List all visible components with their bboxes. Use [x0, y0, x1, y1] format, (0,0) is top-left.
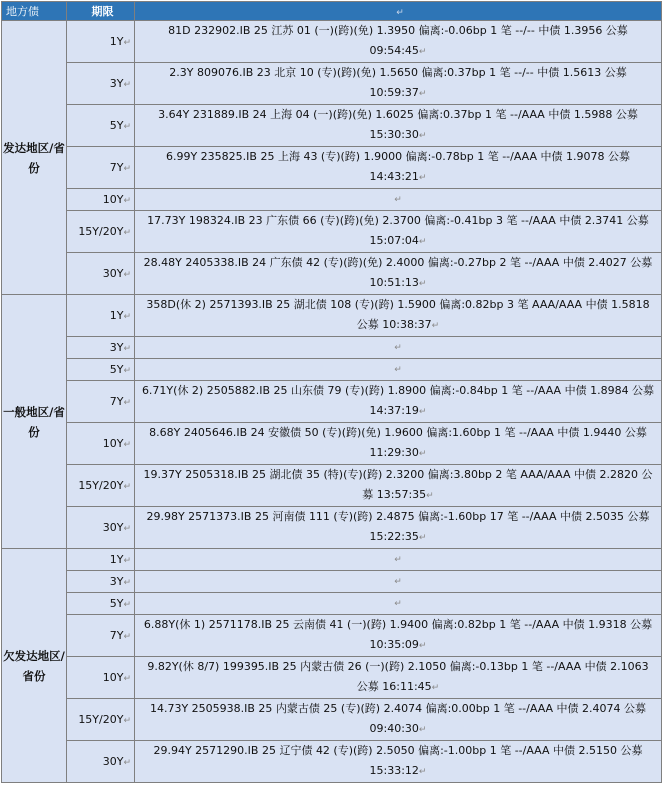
- term-label: 30Y: [102, 521, 124, 534]
- table-row: [2, 359, 662, 381]
- term-cell: [67, 253, 135, 295]
- term-cell: [67, 189, 135, 211]
- term-cell: [67, 571, 135, 593]
- deal-cell: [135, 549, 662, 571]
- paragraph-mark: ↵: [123, 398, 131, 408]
- table-row: [2, 147, 662, 189]
- deal-cell: [135, 21, 662, 63]
- bond-deal-table: [1, 1, 662, 783]
- paragraph-mark: ↵: [394, 365, 402, 375]
- paragraph-mark: ↵: [418, 725, 427, 735]
- term-label: 3Y: [109, 341, 124, 354]
- table-row: [2, 189, 662, 211]
- region-cell: 一般地区/省份: [2, 295, 67, 549]
- paragraph-mark: ↵: [418, 449, 427, 459]
- deal-cell: [135, 359, 662, 381]
- paragraph-mark: ↵: [418, 767, 427, 777]
- paragraph-mark: ↵: [426, 491, 434, 501]
- header-region: 地方债: [2, 2, 67, 21]
- paragraph-mark: ↵: [418, 279, 427, 289]
- term-label: 5Y: [109, 119, 124, 132]
- term-cell: [67, 105, 135, 147]
- deal-text: 6.88Y(休 1) 2571178.IB 25 云南债 41 (一)(跨) 1.9400 偏离:0.82bp 1 笔 --/AAA 中债 1.9318 公募 10:35:09: [143, 618, 653, 651]
- deal-text: 358D(休 2) 2571393.IB 25 湖北债 108 (专)(跨) 1.5900 偏离:0.82bp 3 笔 AAA/AAA 中债 1.5818 公募 10:38:37: [146, 298, 650, 331]
- deal-cell: [135, 189, 662, 211]
- term-cell: [67, 337, 135, 359]
- paragraph-mark: ↵: [123, 38, 131, 48]
- table-row: [2, 465, 662, 507]
- term-cell: [67, 381, 135, 423]
- paragraph-mark: ↵: [394, 555, 402, 565]
- paragraph-mark: ↵: [394, 577, 402, 587]
- term-cell: [67, 741, 135, 783]
- term-label: 7Y: [109, 629, 124, 642]
- deal-cell: [135, 615, 662, 657]
- table-row: [2, 253, 662, 295]
- term-label: 10Y: [102, 193, 124, 206]
- paragraph-mark: ↵: [123, 758, 131, 768]
- term-label: 5Y: [109, 363, 124, 376]
- term-label: 7Y: [109, 161, 124, 174]
- deal-cell: [135, 105, 662, 147]
- term-label: 30Y: [102, 755, 124, 768]
- deal-text: 6.99Y 235825.IB 25 上海 43 (专)(跨) 1.9000 偏离:-0.78bp 1 笔 --/AAA 中债 1.9078 公募 14:43:21: [165, 150, 631, 183]
- paragraph-mark: ↵: [418, 89, 427, 99]
- term-cell: [67, 21, 135, 63]
- paragraph-mark: ↵: [123, 270, 131, 280]
- deal-cell: [135, 63, 662, 105]
- paragraph-mark: ↵: [123, 164, 131, 174]
- paragraph-mark: ↵: [418, 407, 427, 417]
- deal-cell: [135, 423, 662, 465]
- paragraph-mark: ↵: [123, 482, 131, 492]
- paragraph-mark: ↵: [123, 196, 131, 206]
- table-row: [2, 615, 662, 657]
- deal-text: 29.94Y 2571290.IB 25 辽宁债 42 (专)(跨) 2.5050 偏离:-1.00bp 1 笔 --/AAA 中债 2.5150 公募 15:33:12: [153, 744, 643, 777]
- paragraph-mark: ↵: [418, 47, 427, 57]
- paragraph-mark: ↵: [396, 7, 404, 18]
- term-cell: [67, 63, 135, 105]
- paragraph-mark: ↵: [418, 641, 427, 651]
- deal-cell: [135, 381, 662, 423]
- term-cell: [67, 465, 135, 507]
- deal-text: 28.48Y 2405338.IB 24 广东债 42 (专)(跨)(免) 2.4000 偏离:-0.27bp 2 笔 --/AAA 中债 2.4027 公募 10:51:13: [143, 256, 653, 289]
- table-row: [2, 423, 662, 465]
- term-cell: [67, 699, 135, 741]
- paragraph-mark: ↵: [123, 674, 131, 684]
- table-body: [2, 21, 662, 783]
- deal-text: 9.82Y(休 8/7) 199395.IB 25 内蒙古债 26 (一)(跨) 2.1050 偏离:-0.13bp 1 笔 --/AAA 中债 2.1063 公募 16:11:45: [147, 660, 649, 693]
- term-label: 15Y/20Y: [78, 225, 124, 238]
- paragraph-mark: ↵: [418, 533, 427, 543]
- term-cell: [67, 549, 135, 571]
- paragraph-mark: ↵: [123, 312, 131, 322]
- term-label: 1Y: [109, 35, 124, 48]
- deal-text: 2.3Y 809076.IB 23 北京 10 (专)(跨)(免) 1.5650 偏离:0.37bp 1 笔 --/-- 中债 1.5613 公募 10:59:37: [169, 66, 627, 99]
- term-cell: [67, 359, 135, 381]
- deal-cell: [135, 211, 662, 253]
- table-row: [2, 337, 662, 359]
- region-cell: 欠发达地区/省份: [2, 549, 67, 783]
- paragraph-mark: ↵: [394, 599, 402, 609]
- paragraph-mark: ↵: [123, 440, 131, 450]
- paragraph-mark: ↵: [123, 578, 131, 588]
- deal-cell: [135, 147, 662, 189]
- term-label: 1Y: [109, 309, 124, 322]
- deal-cell: [135, 253, 662, 295]
- deal-text: 8.68Y 2405646.IB 24 安徽债 50 (专)(跨)(免) 1.9600 偏离:1.60bp 1 笔 --/AAA 中债 1.9440 公募 11:29:30: [149, 426, 647, 459]
- region-cell: 发达地区/省份: [2, 21, 67, 295]
- paragraph-mark: ↵: [418, 131, 427, 141]
- paragraph-mark: ↵: [123, 716, 131, 726]
- paragraph-mark: ↵: [431, 683, 440, 693]
- paragraph-mark: ↵: [123, 366, 131, 376]
- term-label: 10Y: [102, 437, 124, 450]
- term-cell: [67, 423, 135, 465]
- term-label: 30Y: [102, 267, 124, 280]
- deal-text: 14.73Y 2505938.IB 25 内蒙古债 25 (专)(跨) 2.4074 偏离:0.00bp 1 笔 --/AAA 中债 2.4074 公募 09:40:30: [149, 702, 647, 735]
- table-row: [2, 699, 662, 741]
- table-row: [2, 741, 662, 783]
- deal-cell: [135, 741, 662, 783]
- deal-text: 81D 232902.IB 25 江苏 01 (一)(跨)(免) 1.3950 偏离:-0.06bp 1 笔 --/-- 中债 1.3956 公募 09:54:45: [168, 24, 628, 57]
- paragraph-mark: ↵: [431, 321, 440, 331]
- paragraph-mark: ↵: [123, 556, 131, 566]
- deal-cell: [135, 571, 662, 593]
- paragraph-mark: ↵: [123, 632, 131, 642]
- table-row: [2, 63, 662, 105]
- deal-text: 17.73Y 198324.IB 23 广东债 66 (专)(跨)(免) 2.3700 偏离:-0.41bp 3 笔 --/AAA 中债 2.3741 公募 15:07:04: [147, 214, 649, 247]
- deal-text: 19.37Y 2505318.IB 25 湖北债 35 (特)(专)(跨) 2.3200 偏离:3.80bp 2 笔 AAA/AAA 中债 2.2820 公募 13:57:35: [143, 468, 653, 501]
- deal-cell: [135, 657, 662, 699]
- table-row: [2, 21, 662, 63]
- term-cell: [67, 147, 135, 189]
- table-row: [2, 295, 662, 337]
- deal-cell: [135, 593, 662, 615]
- header-deals: [135, 2, 662, 21]
- term-label: 3Y: [109, 575, 124, 588]
- paragraph-mark: ↵: [123, 344, 131, 354]
- term-cell: [67, 211, 135, 253]
- table-row: [2, 381, 662, 423]
- term-cell: [67, 615, 135, 657]
- deal-text: 3.64Y 231889.IB 24 上海 04 (一)(跨)(免) 1.6025 偏离:0.37bp 1 笔 --/AAA 中债 1.5988 公募 15:30:30: [158, 108, 638, 141]
- header-period: 期限: [67, 2, 135, 21]
- table-row: [2, 549, 662, 571]
- paragraph-mark: ↵: [123, 600, 131, 610]
- deal-cell: [135, 337, 662, 359]
- term-label: 7Y: [109, 395, 124, 408]
- paragraph-mark: ↵: [123, 524, 131, 534]
- term-cell: [67, 295, 135, 337]
- paragraph-mark: ↵: [418, 173, 427, 183]
- term-label: 10Y: [102, 671, 124, 684]
- paragraph-mark: ↵: [123, 228, 131, 238]
- term-cell: [67, 507, 135, 549]
- term-label: 15Y/20Y: [78, 479, 124, 492]
- term-label: 1Y: [109, 553, 124, 566]
- term-label: 5Y: [109, 597, 124, 610]
- table-row: [2, 507, 662, 549]
- table-row: [2, 105, 662, 147]
- paragraph-mark: ↵: [394, 343, 402, 353]
- deal-text: 29.98Y 2571373.IB 25 河南债 111 (专)(跨) 2.4875 偏离:-1.60bp 17 笔 --/AAA 中债 2.5035 公募 15:22:35: [146, 510, 650, 543]
- paragraph-mark: ↵: [123, 80, 131, 90]
- deal-text: 6.71Y(休 2) 2505882.IB 25 山东债 79 (专)(跨) 1.8900 偏离:-0.84bp 1 笔 --/AAA 中债 1.8984 公募 14:37:19: [141, 384, 655, 417]
- deal-cell: [135, 465, 662, 507]
- term-label: 3Y: [109, 77, 124, 90]
- deal-cell: [135, 507, 662, 549]
- table-row: [2, 593, 662, 615]
- paragraph-mark: ↵: [123, 122, 131, 132]
- term-label: 15Y/20Y: [78, 713, 124, 726]
- deal-cell: [135, 699, 662, 741]
- header-row: [2, 2, 662, 21]
- table-row: [2, 657, 662, 699]
- table-row: [2, 211, 662, 253]
- term-cell: [67, 657, 135, 699]
- paragraph-mark: ↵: [418, 237, 427, 247]
- term-cell: [67, 593, 135, 615]
- table-row: [2, 571, 662, 593]
- paragraph-mark: ↵: [394, 195, 402, 205]
- deal-cell: [135, 295, 662, 337]
